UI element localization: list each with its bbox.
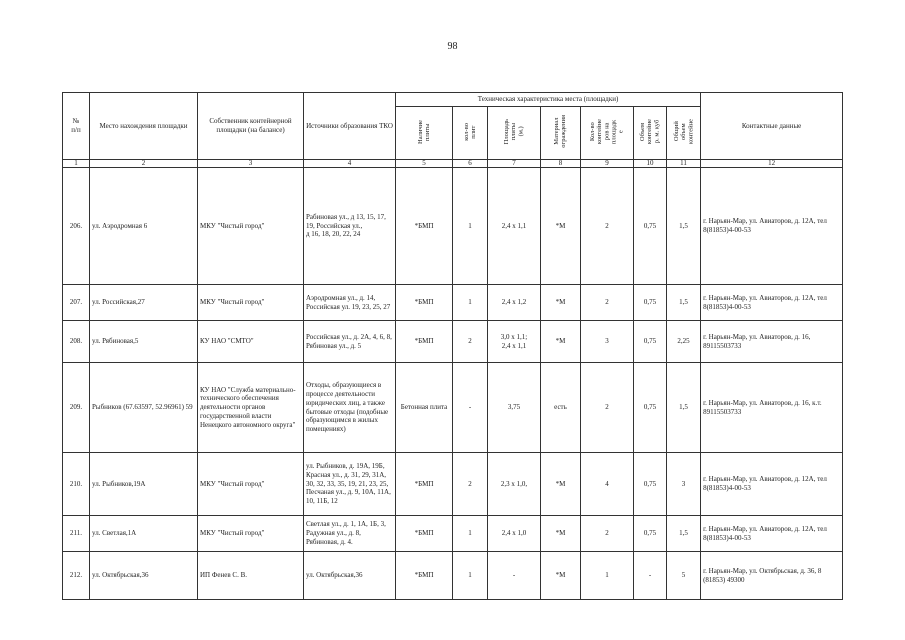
cell-slab: Бетонная плита [396, 363, 453, 453]
cell-no: 209. [63, 363, 90, 453]
header-slab-area: Площадь плиты (м.) [488, 107, 541, 160]
cell-fence: *М [541, 168, 581, 285]
header-tech: Техническая характеристика места (площадки) [396, 93, 701, 107]
table-row [63, 168, 843, 285]
cell-slab: *БМП [396, 321, 453, 363]
header-container-volume: Объем контейне р. м. куб [634, 107, 667, 160]
table-row [63, 552, 843, 600]
cell-contacts: г. Нарьян-Мар, ул. Авиаторов, д. 16, 89115503733 [701, 321, 843, 363]
cell-owner: МКУ "Чистый город" [198, 453, 304, 516]
table-row [63, 363, 843, 453]
cell-containers: 4 [581, 453, 634, 516]
cell-area: 2,4 х 1,2 [488, 285, 541, 321]
col-number: 10 [634, 160, 667, 168]
cell-area: 3,0 х 1,1; 2,4 х 1,1 [488, 321, 541, 363]
cell-sources: Рабиновая ул., д 13, 15, 17, 19, Российская ул., д 16, 18, 20, 22, 24 [304, 168, 396, 285]
cell-slab-count: 2 [453, 321, 488, 363]
cell-total: 2,25 [667, 321, 701, 363]
header-slab-count: кол-во плит [453, 107, 488, 160]
col-number: 5 [396, 160, 453, 168]
cell-sources: ул. Октябрьская,36 [304, 552, 396, 600]
table-row [63, 453, 843, 516]
cell-volume: 0,75 [634, 516, 667, 552]
cell-owner: МКУ "Чистый город" [198, 168, 304, 285]
cell-owner: ИП Фенев С. В. [198, 552, 304, 600]
column-numbers-row [63, 160, 843, 168]
container-sites-table [62, 92, 843, 600]
cell-contacts: г. Нарьян-Мар, ул. Авиаторов, д. 12А, тел 8(81853)4-00-53 [701, 168, 843, 285]
cell-area: 2,4 х 1,0 [488, 516, 541, 552]
cell-total: 1,5 [667, 516, 701, 552]
cell-volume: 0,75 [634, 168, 667, 285]
cell-slab-count: - [453, 363, 488, 453]
header-fence: Материал ограждения [541, 107, 581, 160]
cell-slab: *БМП [396, 552, 453, 600]
cell-area: - [488, 552, 541, 600]
header-total-volume: Общий объем контейне [667, 107, 701, 160]
col-number: 6 [453, 160, 488, 168]
cell-sources: Отходы, образующиеся в процессе деятельности юридических лиц, а также бытовые отходы (подобные образующимся в жилых помещениях) [304, 363, 396, 453]
cell-slab: *БМП [396, 453, 453, 516]
table-row [63, 285, 843, 321]
cell-slab-count: 1 [453, 168, 488, 285]
col-number: 7 [488, 160, 541, 168]
col-number: 12 [701, 160, 843, 168]
header-owner: Собственник контейнерной площадки (на балансе) [198, 93, 304, 160]
col-number: 1 [63, 160, 90, 168]
cell-containers: 2 [581, 285, 634, 321]
cell-owner: МКУ "Чистый город" [198, 285, 304, 321]
cell-location: ул. Октябрьская,36 [90, 552, 198, 600]
cell-containers: 1 [581, 552, 634, 600]
cell-contacts: г. Нарьян-Мар, ул. Авиаторов, д. 12А, тел 8(81853)4-00-53 [701, 516, 843, 552]
cell-volume: 0,75 [634, 321, 667, 363]
cell-no: 206. [63, 168, 90, 285]
cell-no: 210. [63, 453, 90, 516]
header-sources: Источники образования ТКО [304, 93, 396, 160]
cell-contacts: г. Нарьян-Мар, ул. Авиаторов, д. 12А, тел 8(81853)4-00-53 [701, 453, 843, 516]
cell-slab: *БМП [396, 516, 453, 552]
cell-slab: *БМП [396, 285, 453, 321]
header-contacts: Контактные данные [701, 93, 843, 160]
cell-sources: Светлая ул., д. 1, 1А, 1Б, 3, Радужная ул., д. 8, Рябиновая, д. 4. [304, 516, 396, 552]
col-number: 2 [90, 160, 198, 168]
cell-fence: *М [541, 552, 581, 600]
cell-total: 1,5 [667, 285, 701, 321]
cell-area: 2,3 х 1,0, [488, 453, 541, 516]
cell-fence: *М [541, 321, 581, 363]
cell-fence: *М [541, 516, 581, 552]
cell-total: 1,5 [667, 363, 701, 453]
cell-slab-count: 2 [453, 453, 488, 516]
header-slab: Наличие плиты [396, 107, 453, 160]
cell-fence: *М [541, 453, 581, 516]
cell-total: 3 [667, 453, 701, 516]
cell-sources: Российская ул., д. 2А, 4, 6, 8, Рябиновая ул., д. 5 [304, 321, 396, 363]
header-no: № п/п [63, 93, 90, 160]
table-row [63, 321, 843, 363]
cell-containers: 2 [581, 168, 634, 285]
cell-owner: МКУ "Чистый город" [198, 516, 304, 552]
cell-containers: 3 [581, 321, 634, 363]
cell-volume: - [634, 552, 667, 600]
cell-no: 211. [63, 516, 90, 552]
cell-fence: есть [541, 363, 581, 453]
cell-location: ул. Рябиновая,5 [90, 321, 198, 363]
cell-containers: 2 [581, 363, 634, 453]
cell-location: Рыбников (67.63597, 52.96961) 59 [90, 363, 198, 453]
cell-contacts: г. Нарьян-Мар, ул. Октябрьская, д. 36, 8 (81853) 49300 [701, 552, 843, 600]
cell-owner: КУ НАО "СМТО" [198, 321, 304, 363]
col-number: 11 [667, 160, 701, 168]
cell-sources: Аэродромная ул., д. 14, Российская ул. 19, 23, 25, 27 [304, 285, 396, 321]
cell-location: ул. Российская,27 [90, 285, 198, 321]
col-number: 3 [198, 160, 304, 168]
cell-containers: 2 [581, 516, 634, 552]
cell-owner: КУ НАО "Служба материально-технического обеспечения деятельности органов государственной власти Ненецкого автономного округа" [198, 363, 304, 453]
cell-no: 207. [63, 285, 90, 321]
table-row [63, 516, 843, 552]
col-number: 8 [541, 160, 581, 168]
cell-no: 212. [63, 552, 90, 600]
cell-location: ул. Светлая,1А [90, 516, 198, 552]
col-number: 4 [304, 160, 396, 168]
cell-area: 3,75 [488, 363, 541, 453]
cell-total: 1,5 [667, 168, 701, 285]
cell-volume: 0,75 [634, 453, 667, 516]
cell-volume: 0,75 [634, 285, 667, 321]
col-number: 9 [581, 160, 634, 168]
cell-contacts: г. Нарьян-Мар, ул. Авиаторов, д. 12А, тел 8(81853)4-00-53 [701, 285, 843, 321]
cell-fence: *М [541, 285, 581, 321]
cell-slab: *БМП [396, 168, 453, 285]
cell-slab-count: 1 [453, 552, 488, 600]
cell-sources: ул. Рыбников, д. 19А, 19Б, Красная ул., д. 31, 29, 31А, 30, 32, 33, 35, 19, 21, 23, 25, Песчаная ул., д. 9, 10А, 11А, 10, 11Б, 12 [304, 453, 396, 516]
page-number: 98 [447, 41, 458, 52]
cell-slab-count: 1 [453, 516, 488, 552]
cell-volume: 0,75 [634, 363, 667, 453]
cell-contacts: г. Нарьян-Мар, ул. Авиаторов, д. 16, к.т. 89115503733 [701, 363, 843, 453]
cell-no: 208. [63, 321, 90, 363]
cell-total: 5 [667, 552, 701, 600]
cell-location: ул. Рыбников,19А [90, 453, 198, 516]
header-location: Место нахождения площадки [90, 93, 198, 160]
cell-slab-count: 1 [453, 285, 488, 321]
header-container-count: Кол-во контейне ров на площадк е [581, 107, 634, 160]
cell-location: ул. Аэродромная 6 [90, 168, 198, 285]
cell-area: 2,4 х 1,1 [488, 168, 541, 285]
